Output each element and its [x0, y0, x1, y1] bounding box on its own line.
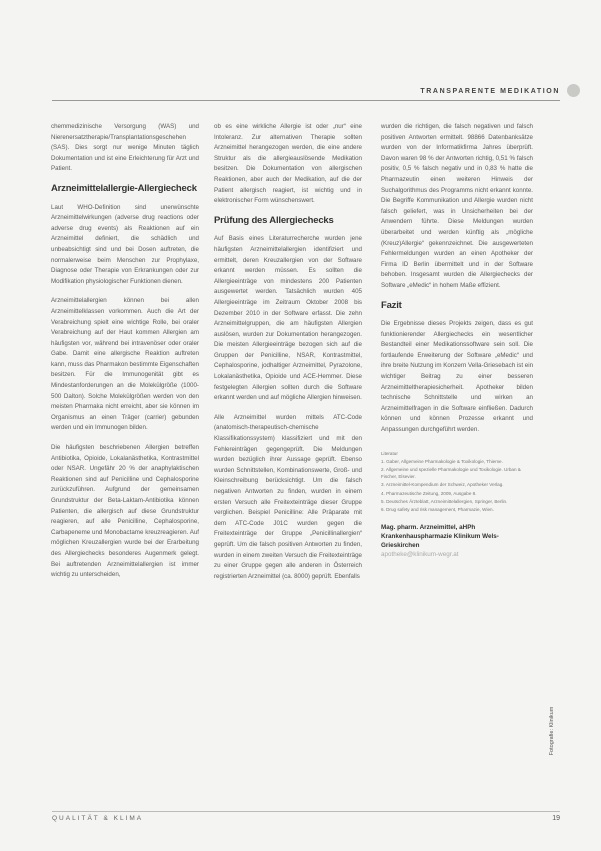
- text-column-1: [51, 122, 199, 590]
- reference-item: 5. Deutsches Ärzteblatt, Arzneimittelallergien, Springer, Berlin.: [381, 498, 508, 504]
- photo-credit-text: Fotografie: Klinikum: [549, 706, 555, 756]
- paragraph: Die häufigsten beschriebenen Allergien betreffen Antibiotika, Opioide, Lokalanästhetika, Kontrastmittel oder NSAR. Ungefähr 20 % der anaphylaktischen Reaktionen sind auf Penicilline und Cephalosporine zurückzuführen. Aufgrund der gemeinsamen Grundstruktur der Beta-Laktam-Antibiotika können Patienten, die allergisch auf diese Grundstruktur reagieren, auf alle Penicilline, Cephalosporine, Carbapeneme und Monobactame kreuzreagieren. Auf möglichen Kreuzallergien wurde bei der Erarbeitung des Allergiechecks besonderes Augenmerk gelegt. Bei auftretenden Arzneimittelallergien ist immer wichtig zu unterscheiden,: [51, 444, 199, 579]
- text-column-3: [381, 122, 533, 559]
- reference-item: 6. Drug safety and risk management, Pharmazie, Wien.: [381, 507, 494, 513]
- paragraph: Die Ergebnisse dieses Projekts zeigen, dass es gut funktionierender Allergiechecks ein wesentlicher Bestandteil einer Medikationssoftware sein soll. Die fortlaufende Erweiterung der Software „eMedic“ und ihre breite Nutzung im Konzern Vella-Griesebach ist ein wichtiger Beitrag zu einer besseren Arzneimitteltherapiesicherheit. Apotheker bilden technische Schnittstelle und wirken an Arzneimittelfragen in die Software einfließen. Dadurch können und können Prozesse erkannt und Anpassungen durchgeführt werden.: [381, 320, 534, 434]
- references: [381, 450, 533, 514]
- section-dot-icon: [567, 84, 580, 97]
- reference-item: 4. Pharmazeutische Zeitung, 2009, Ausgabe 8.: [381, 490, 477, 496]
- section-heading: Prüfung des Allergiechecks: [214, 214, 334, 226]
- paragraph: Alle Arzneimittel wurden mittels ATC-Code (anatomisch-therapeutisch-chemische Klassifikationssystem) klassifiziert und mit den Fehlereinträgen gegengeprüft. Die Meldungen wurden bezüglich ihrer Aussage geprüft. Ebenso wurden Schnittstellen, Kombinationswerte, Groß- und Kleinschreibung berücksichtigt. Um die falsch negativen Antworten zu finden, wurden in einem ersten Versuch alle Freitexteinträge dieser Gruppe verglichen. Beispiel Penicilline: Alle Präparate mit dem ATC-Code J01C wurden gegen die Freitexteinträge der Gruppe „Penicillinallergien“ geprüft. Um die falsch positiven Antworten zu finden, wurden in einem zweiten Versuch die Freitexteinträge zu einer Gruppe gegen alle anderen in Österreich registrierten Arzneimittel (ca. 8000) geprüft. Ebenfalls: [214, 413, 362, 580]
- magazine-name: QUALITÄT & KLIMA: [52, 815, 144, 822]
- reference-item: 1. Gaber, Allgemeine Pharmakologie & Toxikologie, Thieme.: [381, 458, 503, 464]
- footer-divider: [52, 811, 560, 812]
- paragraph: Laut WHO-Definition sind unerwünschte Arzneimittelwirkungen (adverse drug reactions oder adverse drug events) als Reaktionen auf ein Arzneimittel definiert, die schädlich und unbeabsichtigt sind und bei Dosen auftreten, die normalerweise beim Menschen zur Prophylaxe, Diagnose oder Therapie von Erkrankungen oder zur Modifikation physiologischer Funktionen dienen.: [51, 203, 199, 285]
- section-title: TRANSPARENTE MEDIKATION: [420, 88, 560, 95]
- paragraph: Arzneimittelallergien können bei allen Arzneimittelklassen vorkommen. Auch die Art der Verabreichung spielt eine wichtige Rolle, bei oraler Verabreichung auf der Haut kommen Allergien am häufigsten vor, während bei intravenöser oder oraler Gabe. Damit eine allergische Reaktion auftreten kann, muss das Pharmakon bestimmte Eigenschaften besitzen. Für die Immunogenität gibt es Mindestanforderungen an die Molekülgröße (1000-500 Dalton). Solche Molekülgrößen werden von den meisten Pharmaka nicht erreicht, aber sie können im Organismus an einen Träger (carrier) gebunden werden und ein Immunogen bilden.: [51, 297, 199, 432]
- paragraph: ob es eine wirkliche Allergie ist oder „nur“ eine Intoleranz. Zur alternativen Therapie sollten Arzneimittel herangezogen werden, die eine andere Struktur als die allergieauslösende Medikation besitzen. Die Dokumentation von allergischen Reaktionen, aber auch der Medikation, auf die der Patient allergisch reagiert, ist wichtig und in elektronischer Form wünschenswert.: [214, 123, 362, 205]
- section-heading: Arzneimittelallergie-Allergiecheck: [51, 182, 197, 194]
- author-email[interactable]: apotheke@klinikum-wegr.at: [381, 551, 459, 559]
- photo-credit: [545, 680, 559, 790]
- reference-item: 3. Arzneimittel-Kompendium der Schweiz, Apotheker Verlag.: [381, 482, 504, 488]
- references-title: Literatur: [381, 450, 398, 456]
- paragraph: wurden die richtigen, die falsch negativen und falsch positiven Antworten ermittelt. 98866 Datenbanksätze wurden von der Informatikfirma Jahres überprüft. Davon waren 98 % der Antworten richtig, 0,51 % falsch positiv, 0,5 % falsch negativ und in 0,83 % hatte die Pharmazeutin einen weiteren Hinweis der Suchalgorithmus des Programms nicht erkannt konnte. Die Begriffe Kommunikation und Allergie wurden nicht falsch geliefert, was in Unsicherheiten bei der Anwendern führte. Diese Meldungen wurden überarbeitet und werden künftig als „mögliche (Kreuz)Allergie“ gekennzeichnet. Die ausgewerteten Fehlermeldungen wurden an einen Apotheker der Firma ID Berlin übermittelt und in der Software behoben. Insgesamt wurden die Allergiechecks der Software „eMedic“ in hohem Maße effizient.: [381, 123, 533, 289]
- paragraph: chemmedizinische Versorgung (WAS) und Nierenersatztherapie/Transplantationsgeschehen (SAS). Dies sorgt nur wenige Minuten täglich Dokumentation und ist eine Erleichterung für Arzt und Patient.: [51, 123, 199, 173]
- paragraph: Auf Basis eines Literaturrecherche wurden jene häufigsten Arzneimittelallergien identifiziert und ermittelt, deren Kreuzallergien von der Software erkannt werden müssen. Es sollten die Allergieeinträge von mindestens 200 Patienten ausgewertet werden. Tatsächlich wurden 405 Allergieeinträge im Zeitraum Oktober 2008 bis Dezember 2010 in der Software erfasst. Die zehn Arzneimittelgruppen, die am häufigsten Allergien auslösen, wurden zur Dokumentation herangezogen. Die meisten Allergieeinträge bezogen sich auf die Gruppen der Penicilline, NSAR, Kontrastmittel, Cephalosporine, jodhaltiger Arzneimittel, Pyrazolone, Lokalanästhetika, Opioide und ACE-Hemmer. Diese festgelegten Allergien sollten durch die Software erkannt werden und auf mögliche Allergien hinweisen.: [214, 235, 362, 402]
- page-number: 19: [552, 815, 560, 822]
- header-divider: [52, 100, 560, 101]
- author-info: [381, 523, 533, 559]
- text-column-2: [214, 122, 362, 591]
- reference-item: 2. Allgemeine und spezielle Pharmakologie und Toxikologie. Urban & Fischer, Elsevier.: [381, 467, 521, 480]
- author-name: Mag. pharm. Arzneimittel, aHPh Krankenhauspharmazie Klinikum Wels-Grieskirchen: [381, 524, 499, 550]
- section-heading: Fazit: [381, 299, 402, 311]
